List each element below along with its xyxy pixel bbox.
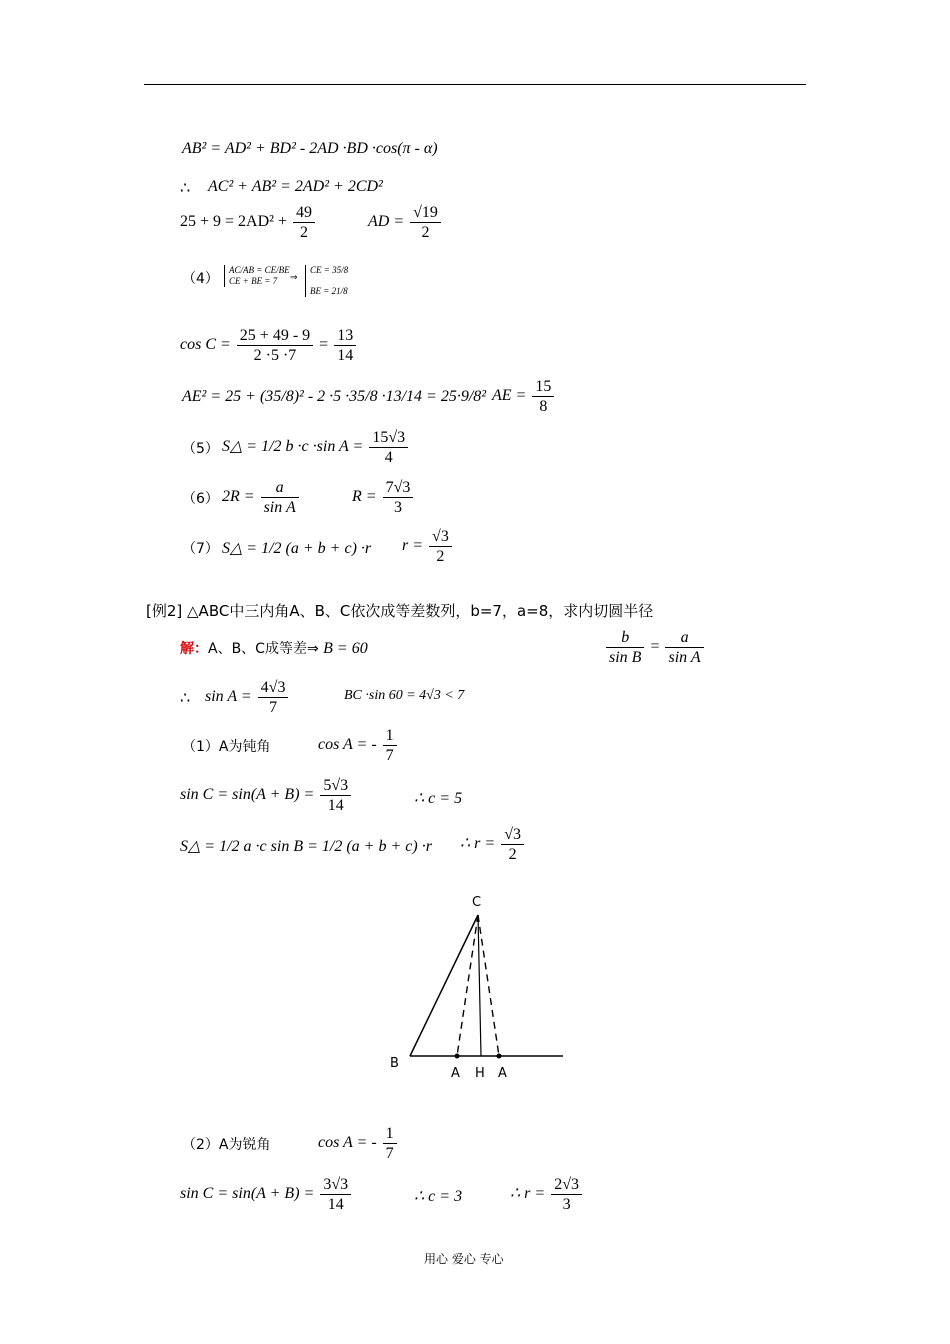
case-2-cos-a: cos A = - $\frac{1}{7}$ xyxy=(318,1124,399,1163)
item-label-5: （5） xyxy=(182,441,219,457)
example-2-heading: [例2] △ABC中三内角A、B、C依次成等差数列，b=7，a=8，求内切圆半径 xyxy=(146,602,654,620)
case-2-c-value: ∴ c = 3 xyxy=(414,1188,463,1205)
inradius-area-formula: S△ = 1/2 (a + b + c) ·r xyxy=(222,540,372,557)
point-a1 xyxy=(455,1054,460,1059)
case-2-sin-c: sin C = sin(A + B) = $\frac{3√3}{14}$ xyxy=(180,1175,353,1214)
law-of-cosines-ab: AB² = AD² + BD² - 2AD ·BD ·cos(π - α) xyxy=(182,140,438,157)
label-h: H xyxy=(475,1066,485,1081)
angle-bisector-system: AC/AB = CE/BE CE + BE = 7 xyxy=(224,265,290,287)
ae-result: AE = $\frac{15}{8}$ xyxy=(492,377,556,416)
triangle-figure xyxy=(380,885,580,1085)
median-relation: AC² + AB² = 2AD² + 2CD² xyxy=(208,178,383,195)
inradius-result: r = $\frac{√3}{2}$ xyxy=(402,527,454,566)
circumradius-formula: 2R = $\frac{a}{\text{sin A}}$ xyxy=(222,478,301,517)
case-1-label: （1）A为钝角 xyxy=(182,739,271,755)
label-a2: A xyxy=(498,1066,507,1081)
header-rule xyxy=(144,84,806,85)
ad-result: AD = $\frac{√19}{2}$ xyxy=(368,203,443,242)
solution-label: 解： xyxy=(180,641,208,657)
implies-arrow: ⇒ xyxy=(290,272,298,282)
ae-squared-equation: AE² = 25 + (35/8)² - 2 ·5 ·35/8 ·13/14 = 25·9/8² xyxy=(182,388,487,405)
label-a1: A xyxy=(451,1066,460,1081)
case-2-label: （2）A为锐角 xyxy=(182,1137,271,1153)
case-2-r-value: ∴ r = $\frac{2√3}{3}$ xyxy=(510,1175,584,1214)
therefore-symbol-2: ∴ xyxy=(180,690,191,707)
case-1-c-value: ∴ c = 5 xyxy=(414,790,463,807)
side-bc xyxy=(410,915,478,1056)
altitude-ch xyxy=(478,915,481,1056)
case-1-sin-c: sin C = sin(A + B) = $\frac{5√3}{14}$ xyxy=(180,776,353,815)
ce-be-system: CE = 35/8 BE = 21/8 xyxy=(305,265,348,297)
circumradius-result: R = $\frac{7√3}{3}$ xyxy=(352,478,415,517)
law-of-sines: $\frac{b}{\text{sin B}}$ = $\frac{a}{\text{sin A}}$ xyxy=(604,628,706,667)
item-label-7: （7） xyxy=(182,541,219,557)
cos-c-equation: cos C = $\frac{25 + 49 - 9}{2 \cdot 5 \cdot 7}$ = $\frac{13}{14}$ xyxy=(180,326,358,365)
label-b: B xyxy=(390,1056,399,1071)
point-a2 xyxy=(497,1054,502,1059)
case-1-area-equation: S△ = 1/2 a ·c sin B = 1/2 (a + b + c) ·r xyxy=(180,838,432,855)
label-c: C xyxy=(472,895,482,910)
equation-ad: 25 + 9 = 2AD² + $\frac{49}{2}$ xyxy=(180,203,317,242)
case-1-r-value: ∴ r = $\frac{√3}{2}$ xyxy=(460,825,526,864)
height-comparison: BC ·sin 60 = 4√3 < 7 xyxy=(344,688,465,703)
item-label-6: （6） xyxy=(182,491,219,507)
sin-a-value: sin A = $\frac{4√3}{7}$ xyxy=(205,678,290,717)
area-formula-sin: S△ = 1/2 b ·c ·sin A = $\frac{15√3}{4}$ xyxy=(222,428,410,467)
solution-line: 解：A、B、C成等差⇒ B = 60 xyxy=(180,640,368,657)
therefore-symbol: ∴ xyxy=(180,180,191,197)
case-1-cos-a: cos A = - $\frac{1}{7}$ xyxy=(318,726,399,765)
page-footer: 用心 爱心 专心 xyxy=(424,1252,504,1266)
item-label-4: （4） xyxy=(182,271,219,287)
